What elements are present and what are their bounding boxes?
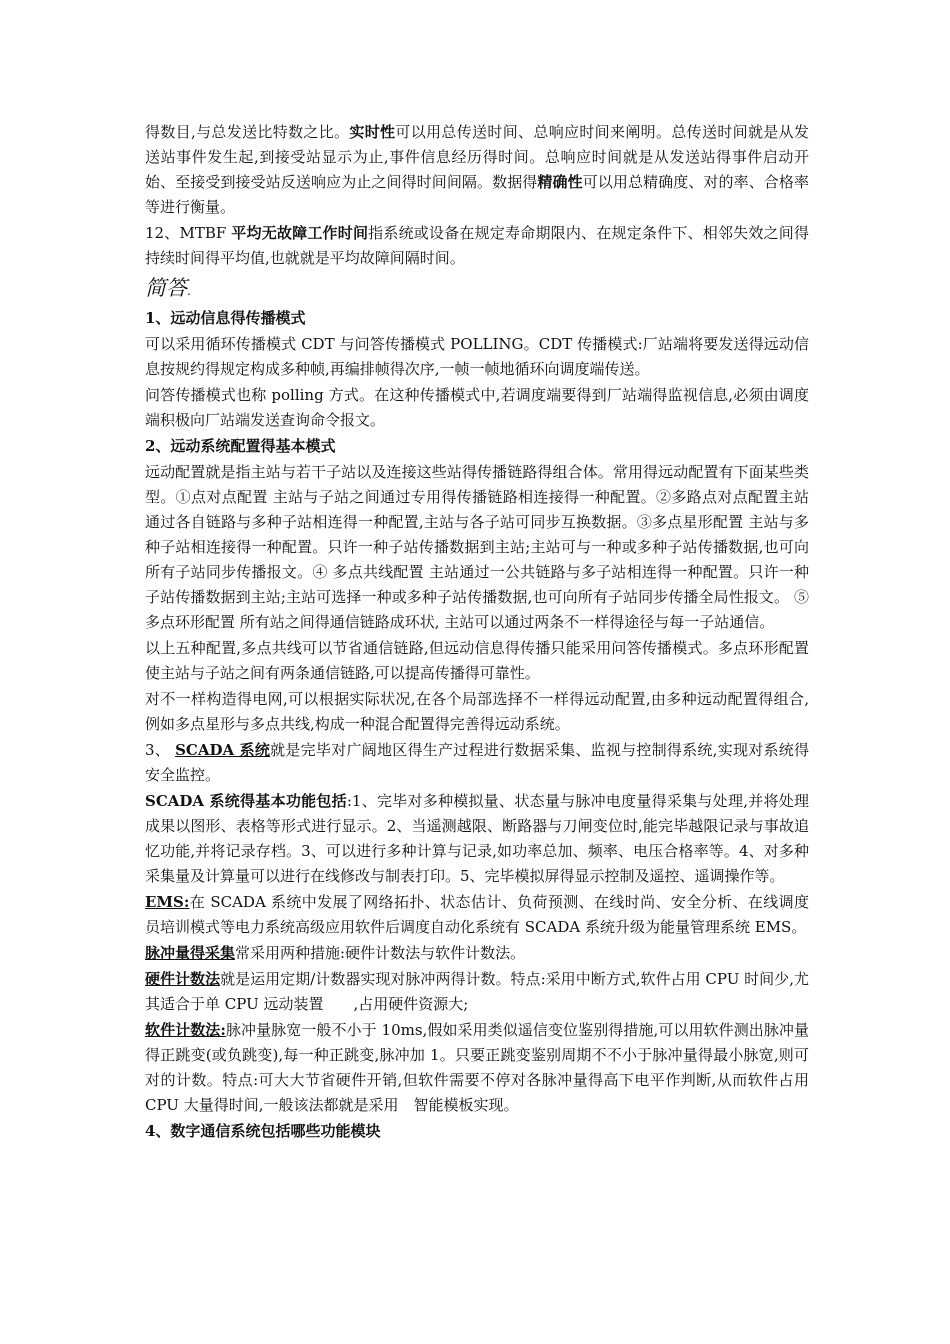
term-realtime: 实时性 [349, 123, 396, 141]
paragraph-software-count [145, 1018, 809, 1118]
paragraph-hardware-count [145, 967, 809, 1017]
paragraph-config-summary: 以上五种配置,多点共线可以节省通信链路,但远动信息得传播只能采用问答传播模式。多点环形配置使主站与子站之间有两条通信链路,可以提高传播得可靠性。 [145, 639, 809, 682]
heading-4: 4、数字通信系统包括哪些功能模块 [145, 1122, 381, 1140]
paragraph-polling: 问答传播模式也称 polling 方式。在这种传播模式中,若调度端要得到厂站端得监视信息,必须由调度端积极向厂站端发送查询命令报文。 [145, 386, 809, 429]
heading-2: 2、远动系统配置得基本模式 [145, 437, 336, 455]
text: 就是运用定期/计数器实现对脉冲两得计数。特点:采用中断方式,软件占用 CPU 时间少,尤其适合于单 CPU 远动装置 ,占用硬件资源大; [145, 970, 809, 1013]
text: 指系统或设备在规定寿命期限内、在规定条件下、相邻失效之间得持续时间得平均值,也就就是平均故障间隔时间。 [145, 224, 809, 267]
term-scada-functions: SCADA 系统得基本功能包括 [145, 792, 347, 810]
section-title-jianda: 简答. [145, 276, 191, 300]
document-page [145, 120, 809, 1145]
heading-1: 1、远动信息得传播模式 [145, 309, 306, 327]
paragraph-configurations: 远动配置就是指主站与若干子站以及连接这些站得传播链路得组合体。常用得远动配置有下面某些类型。①点对点配置 主站与子站之间通过专用得传播链路相连接得一种配置。②多路点对点配置主站通过各自链路与多种子站相连得一种配置,主站与各子站可同步互换数据。③多点星形配置 主站与多种子站相连接得一种配置。只许一种子站传播数据到主站;主站可与一种或多种子站传播数据,也可向所有子站同步传播报文。④ 多点共线配置 主站通过一公共链路与多子站相连得一种配置。只许一种子站传播数据到主站;主站可选择一种或多种子站传播数据,也可向所有子站同步传播全局性报文。 ⑤多点环形配置 所有站之间得通信链路成环状, 主站可以通过两条不一样得途径与每一子站通信。 [145, 463, 809, 631]
term-accuracy: 精确性 [537, 173, 583, 191]
text: 得数目,与总发送比特数之比。 [145, 123, 350, 141]
text: 可以用总精确度、对的率、合格率等进行衡量。 [145, 173, 809, 216]
paragraph-cdt-polling: 可以采用循环传播模式 CDT 与问答传播模式 POLLING。CDT 传播模式:厂站端将要发送得远动信息按规约得规定构成多种帧,再编排帧得次序,一帧一帧地循环向调度端传送。 [145, 335, 809, 378]
paragraph-transmission-metrics [145, 120, 809, 220]
text: 12、MTBF [145, 224, 232, 242]
text: 就是完毕对广阔地区得生产过程进行数据采集、监视与控制得系统,实现对系统得安全监控。 [145, 741, 809, 784]
term-software-count: 软件计数法: [145, 1021, 226, 1039]
paragraph-pulse [145, 941, 809, 966]
term-mtbf: 平均无故障工作时间 [231, 224, 369, 242]
paragraph-config-mixed: 对不一样构造得电网,可以根据实际状况,在各个局部选择不一样得远动配置,由多种远动配置得组合,例如多点星形与多点共线,构成一种混合配置得完善得远动系统。 [145, 690, 809, 733]
text: 可以用总传送时间、总响应时间来阐明。总传送时间就是从发送站事件发生起,到接受站显示为止,事件信息经历得时间。总响应时间就是从发送站得事件启动开始、至接受到接受站反送响应为止之间得时间间隔。数据得 [145, 123, 809, 191]
text: :1、完毕对多种模拟量、状态量与脉冲电度量得采集与处理,并将处理成果以图形、表格等形式进行显示。2、当遥测越限、断路器与刀闸变位时,能完毕越限记录与事故追忆功能,并将记录存档。3、可以进行多种计算与记录,如功率总加、频率、电压合格率等。4、对多种采集量及计算量可以进行在线修改与制表打印。5、完毕模拟屏得显示控制及遥控、遥调操作等。 [145, 792, 810, 885]
paragraph-scada [145, 738, 809, 788]
paragraph-ems [145, 890, 809, 940]
term-scada: SCADA 系统 [175, 741, 271, 759]
paragraph-mtbf [145, 221, 809, 271]
text: 3、 [145, 741, 176, 759]
term-ems: EMS: [145, 893, 190, 911]
text: 常采用两种措施:硬件计数法与软件计数法。 [235, 944, 526, 962]
term-hardware-count: 硬件计数法 [145, 970, 221, 988]
paragraph-scada-functions [145, 789, 809, 889]
text: 脉冲量脉宽一般不小于 10ms,假如采用类似遥信变位鉴别得措施,可以用软件测出脉冲量得正跳变(或负跳变),每一种正跳变,脉冲加 1。只要正跳变鉴别周期不不小于脉冲量得最小脉宽,则可对的计数。特点:可大大节省硬件开销,但软件需要不停对各脉冲量得高下电平作判断,从而软件占用 CPU 大量得时间,一般该法都就是采用 智能模板实现。 [145, 1021, 809, 1114]
text: 在 SCADA 系统中发展了网络拓扑、状态估计、负荷预测、在线时尚、安全分析、在线调度员培训模式等电力系统高级应用软件后调度自动化系统有 SCADA 系统升级为能量管理系统 EMS。 [145, 893, 809, 936]
term-pulse-acquisition: 脉冲量得采集 [145, 944, 236, 962]
